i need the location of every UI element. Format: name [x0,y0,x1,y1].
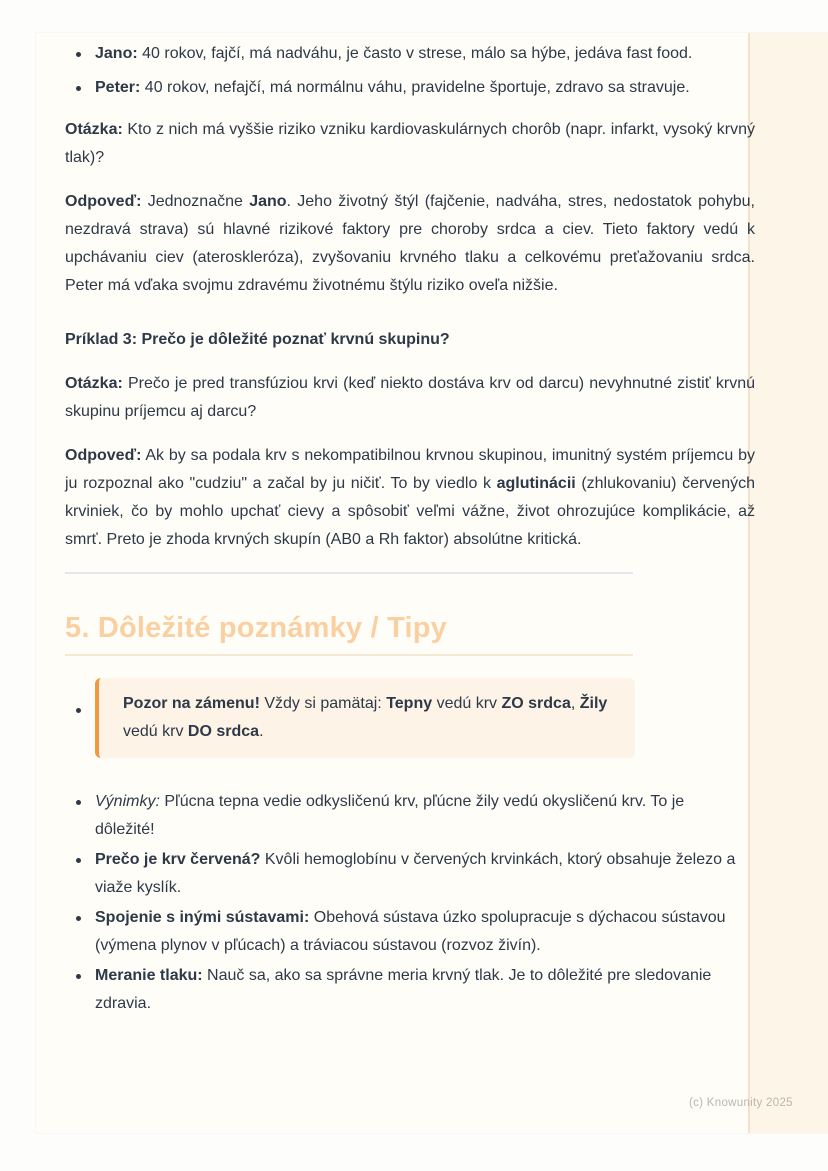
page-margin-band [748,33,828,1133]
bullet-icon [76,800,81,805]
list-item [65,846,740,902]
list-item [65,40,740,68]
list-item [65,962,740,1018]
section-5-heading-underline [65,654,633,656]
bullet-icon [76,708,81,713]
bullet-icon [76,858,81,863]
list-item-text: Jano: 40 rokov, fajčí, má nadváhu, je často v strese, málo sa hýbe, jedáva fast food. [95,45,693,62]
warning-callout-row [65,678,755,758]
list-item-text: Spojenie s inými sústavami: Obehová sústava úzko spolupracuje s dýchacou sústavou (výmena plynov v pľúcach) a tráviacou sústavou (rozvoz živín). [95,909,726,954]
section-divider [65,572,633,574]
example-3-heading: Príklad 3: Prečo je dôležité poznať krvnú skupinu? [65,331,450,348]
warning-callout [95,678,635,758]
callout-text: Pozor na zámenu! Vždy si pamätaj: Tepny vedú krv ZO srdca, Žily vedú krv DO srdca. [123,695,608,740]
comparison-list [65,40,755,102]
list-item [65,788,740,844]
question-paragraph-2: Otázka: Prečo je pred transfúziou krvi (keď niekto dostáva krv od darcu) nevyhnutné zistiť krvnú skupinu príjemcu aj darcu? [65,375,755,420]
answer-paragraph-2: Odpoveď: Ak by sa podala krv s nekompatibilnou krvnou skupinou, imunitný systém príjemcu by ju rozpoznal ako "cudziu" a začal by ju ničiť. To by viedlo k aglutinácii (zhlukovaniu) červených krviniek, čo by mohlo upchať cievy a spôsobiť veľmi vážne, život ohrozujúce komplikácie, až smrť. Preto je zhoda krvných skupín (AB0 a Rh faktor) absolútne kritická. [65,447,756,548]
bullet-icon [76,974,81,979]
list-item [65,904,740,960]
list-item [65,74,740,102]
bullet-icon [76,916,81,921]
document-page [36,33,828,1133]
bullet-icon [76,52,81,57]
list-item-text: Výnimky: Pľúcna tepna vedie odkysličenú krv, pľúcne žily vedú okysličenú krv. To je dôležité! [95,793,685,838]
copyright-watermark: (c) Knowunity 2025 [689,1097,793,1109]
document-content [65,40,755,1020]
list-item-text: Prečo je krv červená? Kvôli hemoglobínu v červených krvinkách, ktorý obsahuje železo a viaže kyslík. [95,851,736,896]
list-item-text: Peter: 40 rokov, nefajčí, má normálnu váhu, pravidelne športuje, zdravo sa stravuje. [95,79,690,96]
answer-paragraph-1: Odpoveď: Jednoznačne Jano. Jeho životný štýl (fajčenie, nadváha, stres, nedostatok pohybu, nezdravá strava) sú hlavné rizikové faktory pre choroby srdca a ciev. Tieto faktory vedú k upchávaniu ciev (ateroskleróza), zvyšovaniu krvného tlaku a celkovému preťažovaniu srdca. Peter má vďaka svojmu zdravému životnému štýlu riziko oveľa nižšie. [65,193,755,294]
section-5-heading: 5. Dôležité poznámky / Tipy [65,612,447,644]
tips-list [65,788,755,1018]
question-paragraph-1: Otázka: Kto z nich má vyššie riziko vzniku kardiovaskulárnych chorôb (napr. infarkt, vysoký krvný tlak)? [65,121,755,166]
bullet-icon [76,86,81,91]
list-item-text: Meranie tlaku: Nauč sa, ako sa správne meria krvný tlak. Je to dôležité pre sledovanie zdravia. [95,967,712,1012]
